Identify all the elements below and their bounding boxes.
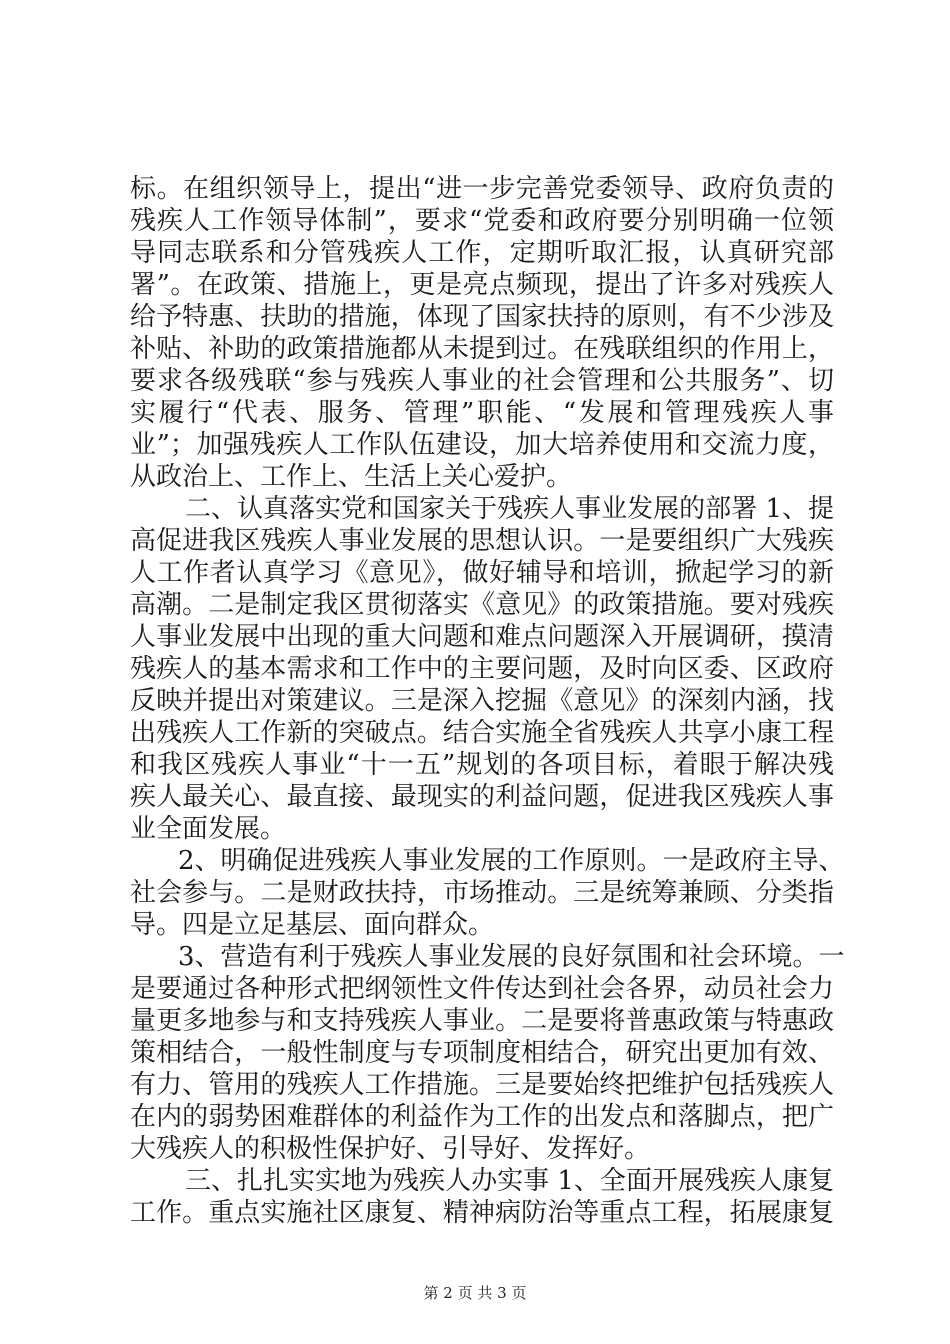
text-line: 工作。重点实施社区康复、精神病防治等重点工程，拓展康复 [130,1198,834,1228]
text-line: 疾人最关心、最直接、最现实的利益问题，促进我区残疾人事 [130,782,834,812]
text-line: 从政治上、工作上、生活上关心爱护。 [130,462,573,492]
text-line: 署”。在政策、措施上，更是亮点频现，提出了许多对残疾人 [130,270,834,300]
text-line: 有力、管用的残疾人工作措施。三是要始终把维护包括残疾人 [130,1070,834,1100]
text-line: 3、营造有利于残疾人事业发展的良好氛围和社会环境。一 [178,942,845,972]
text-line: 社会参与。二是财政扶持，市场推动。三是统筹兼顾、分类指 [130,878,834,908]
text-line: 业”；加强残疾人工作队伍建设，加大培养使用和交流力度， [130,430,834,460]
text-line: 补贴、补助的政策措施都从未提到过。在残联组织的作用上， [130,334,834,364]
text-line: 导。四是立足基层、面向群众。 [130,910,495,940]
text-line: 人事业发展中出现的重大问题和难点问题深入开展调研，摸清 [130,622,834,652]
text-line: 高促进我区残疾人事业发展的思想认识。一是要组织广大残疾 [130,526,834,556]
text-line: 大残疾人的积极性保护好、引导好、发挥好。 [130,1134,651,1164]
text-line: 高潮。二是制定我区贯彻落实《意见》的政策措施。要对残疾 [130,590,834,620]
document-body [130,173,845,1229]
text-line: 业全面发展。 [130,814,287,844]
text-line: 要求各级残联“参与残疾人事业的社会管理和公共服务”、切 [130,366,834,396]
text-line: 人工作者认真学习《意见》，做好辅导和培训，掀起学习的新 [130,558,834,588]
text-line: 量更多地参与和支持残疾人事业。二是要将普惠政策与特惠政 [130,1006,834,1036]
text-line: 反映并提出对策建议。三是深入挖掘《意见》的深刻内涵，找 [130,686,834,716]
text-line: 实履行“代表、服务、管理”职能、“发展和管理残疾人事 [130,398,834,428]
text-line: 在内的弱势困难群体的利益作为工作的出发点和落脚点，把广 [130,1102,834,1132]
text-line: 二、认真落实党和国家关于残疾人事业发展的部署 1、提 [185,494,834,524]
text-line: 残疾人的基本需求和工作中的主要问题，及时向区委、区政府 [130,654,834,684]
text-line: 策相结合，一般性制度与专项制度相结合，研究出更加有效、 [130,1038,834,1068]
text-line: 2、明确促进残疾人事业发展的工作原则。一是政府主导、 [178,846,845,876]
text-line: 残疾人工作领导体制”，要求“党委和政府要分别明确一位领 [130,206,834,236]
text-line: 标。在组织领导上，提出“进一步完善党委领导、政府负责的 [130,174,834,204]
text-line: 是要通过各种形式把纲领性文件传达到社会各界，动员社会力 [130,974,834,1004]
text-line: 导同志联系和分管残疾人工作，定期听取汇报，认真研究部 [130,238,834,268]
text-line: 出残疾人工作新的突破点。结合实施全省残疾人共享小康工程 [130,718,834,748]
text-line: 和我区残疾人事业“十一五”规划的各项目标，着眼于解决残 [130,750,834,780]
text-line: 给予特惠、扶助的措施，体现了国家扶持的原则，有不少涉及 [130,302,834,332]
text-line: 三、扎扎实实地为残疾人办实事 1、全面开展残疾人康复 [185,1166,834,1196]
page-footer: 第 2 页 共 3 页 [423,1284,527,1302]
